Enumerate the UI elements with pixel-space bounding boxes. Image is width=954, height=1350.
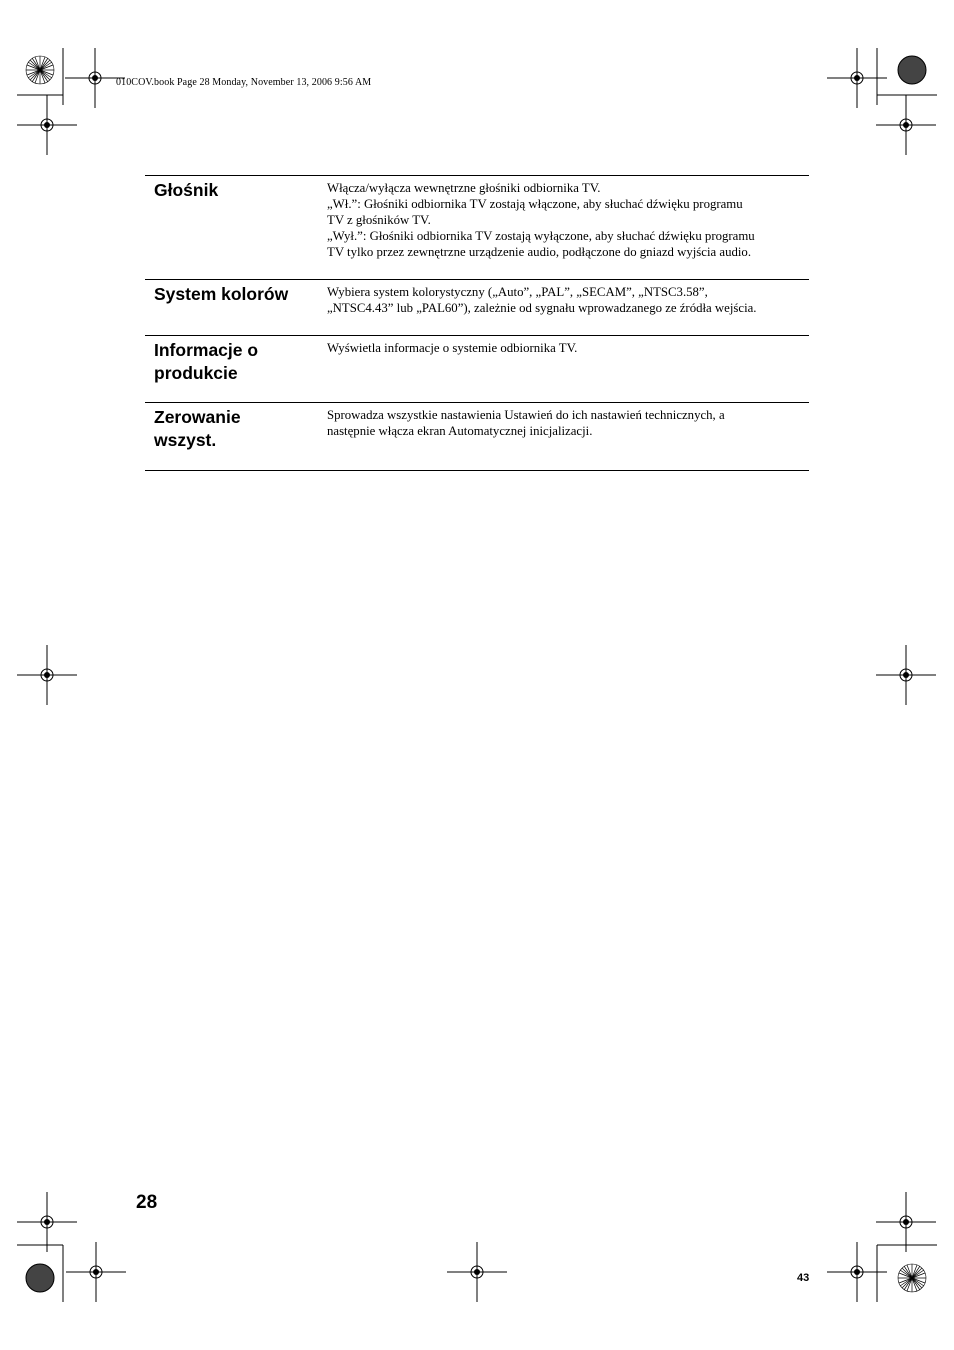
setting-description: Włącza/wyłącza wewnętrzne głośniki odbiornika TV. „Wł.”: Głośniki odbiornika TV zostają włączone, aby słuchać dźwięku programu TV z głośników TV. „Wył.”: Głośniki odbiornika TV zostają wyłączone, aby słuchać dźwięku programu TV tylko przez zewnętrzne urządzenie audio, podłączone do gniazd wyjścia audio. xyxy=(327,181,755,259)
setting-description: Wyświetla informacje o systemie odbiornika TV. xyxy=(327,341,578,355)
print-slug-line: 010COV.book Page 28 Monday, November 13, 2006 9:56 AM xyxy=(116,77,372,88)
setting-row-product-info xyxy=(145,336,809,403)
setting-label: Zerowanie wszyst. xyxy=(154,407,241,450)
settings-table xyxy=(145,175,809,471)
setting-row-speaker xyxy=(145,176,809,280)
sheet-number: 43 xyxy=(797,1272,810,1284)
setting-description: Wybiera system kolorystyczny („Auto”, „PAL”, „SECAM”, „NTSC3.58”, „NTSC4.43” lub „PAL60”), zależnie od sygnału wprowadzanego ze źródła wejścia. xyxy=(327,285,757,315)
setting-row-reset-all xyxy=(145,403,809,471)
setting-label: Informacje o produkcie xyxy=(154,340,259,383)
setting-label: System kolorów xyxy=(154,284,289,304)
setting-label: Głośnik xyxy=(154,180,219,200)
setting-row-color-system xyxy=(145,280,809,336)
page-number: 28 xyxy=(136,1192,158,1213)
setting-description: Sprowadza wszystkie nastawienia Ustawień do ich nastawień technicznych, a następnie włącza ekran Automatycznej inicjalizacji. xyxy=(327,408,725,438)
